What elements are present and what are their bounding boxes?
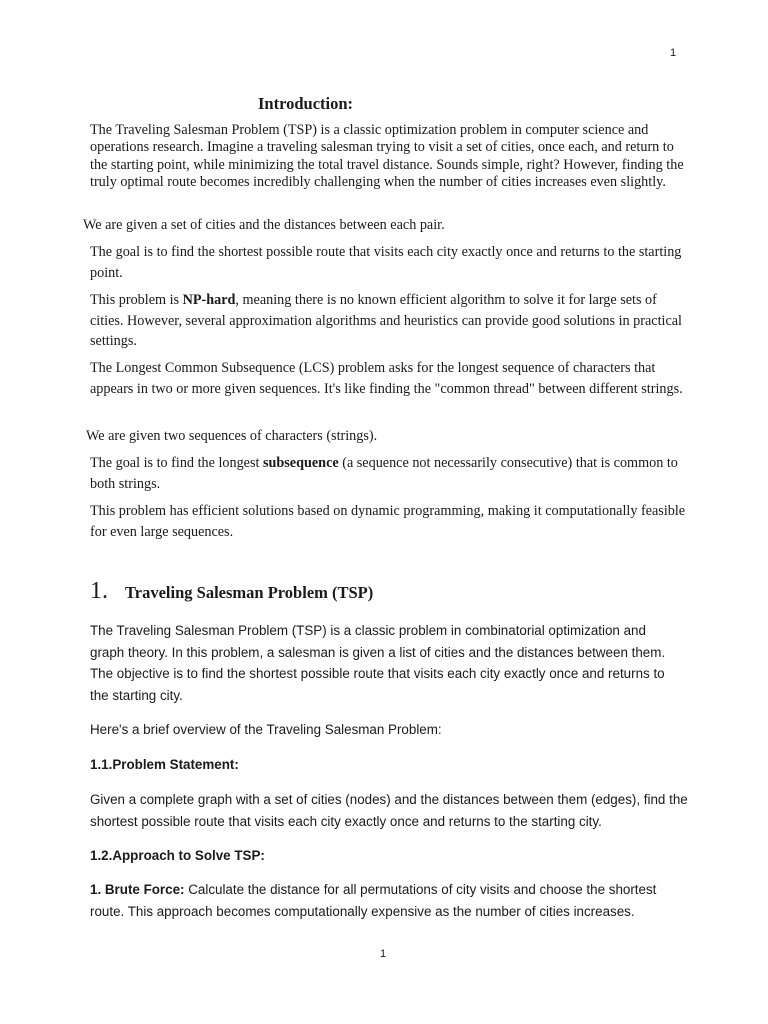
intro-paragraph-given-cities: We are given a set of cities and the distances between each pair. [83, 217, 445, 233]
problem-statement-paragraph: Given a complete graph with a set of cities (nodes) and the distances between them (edges), find the shortest possible route that visits each city exactly once and returns to the starting city. [90, 792, 688, 829]
tsp-overview-line: Here's a brief overview of the Traveling Salesman Problem: [90, 722, 442, 737]
intro-paragraph-dp: This problem has efficient solutions based on dynamic programming, making it computationally feasible for even large sequences. [90, 503, 686, 540]
subheading-approach: 1.2.Approach to Solve TSP: [90, 848, 265, 863]
page-number-top: 1 [670, 47, 677, 59]
np-hard-term: NP-hard [182, 292, 236, 308]
intro-paragraph-np-hard: This problem is NP-hard, meaning there is no known efficient algorithm to solve it for large sets of cities. However, several approximation algorithms and heuristics can provide good solutions in practical settings. [90, 292, 682, 349]
tsp-description-paragraph: The Traveling Salesman Problem (TSP) is a classic problem in combinatorial optimization and graph theory. In this problem, a salesman is given a list of cities and the distances between them. The objective is to find the shortest possible route that visits each city exactly once and returns to the starting city. [90, 623, 666, 704]
intro-paragraph-goal-tsp: The goal is to find the shortest possible route that visits each city exactly once and returns to the starting point. [90, 244, 682, 281]
brute-force-term: 1. Brute Force: [90, 882, 185, 897]
section-number: 1. [90, 578, 108, 604]
page-number-bottom: 1 [380, 948, 387, 960]
subsequence-term: subsequence [262, 455, 339, 471]
subheading-problem-statement: 1.1.Problem Statement: [90, 757, 239, 772]
intro-paragraph-tsp: The Traveling Salesman Problem (TSP) is a classic optimization problem in computer science and operations research. Imagine a traveling salesman trying to visit a set of cities, once each, and return to the starting point, while minimizing the total travel distance. Sounds simple, right? However, finding the truly optimal route becomes incredibly challenging when the number of cities increases even slightly. [90, 122, 684, 190]
intro-paragraph-lcs: The Longest Common Subsequence (LCS) problem asks for the longest sequence of characters that appears in two or more given sequences. It's like finding the "common thread" between different strings. [90, 360, 683, 397]
section-title: Traveling Salesman Problem (TSP) [125, 583, 374, 602]
brute-force-paragraph: 1. Brute Force: Calculate the distance for all permutations of city visits and choose the shortest route. This approach becomes computationally expensive as the number of cities increases. [90, 882, 657, 919]
intro-paragraph-given-strings: We are given two sequences of characters (strings). [86, 428, 378, 444]
intro-paragraph-goal-lcs: The goal is to find the longest subsequence (a sequence not necessarily consecutive) that is common to both strings. [90, 455, 678, 492]
intro-heading: Introduction: [258, 94, 354, 113]
